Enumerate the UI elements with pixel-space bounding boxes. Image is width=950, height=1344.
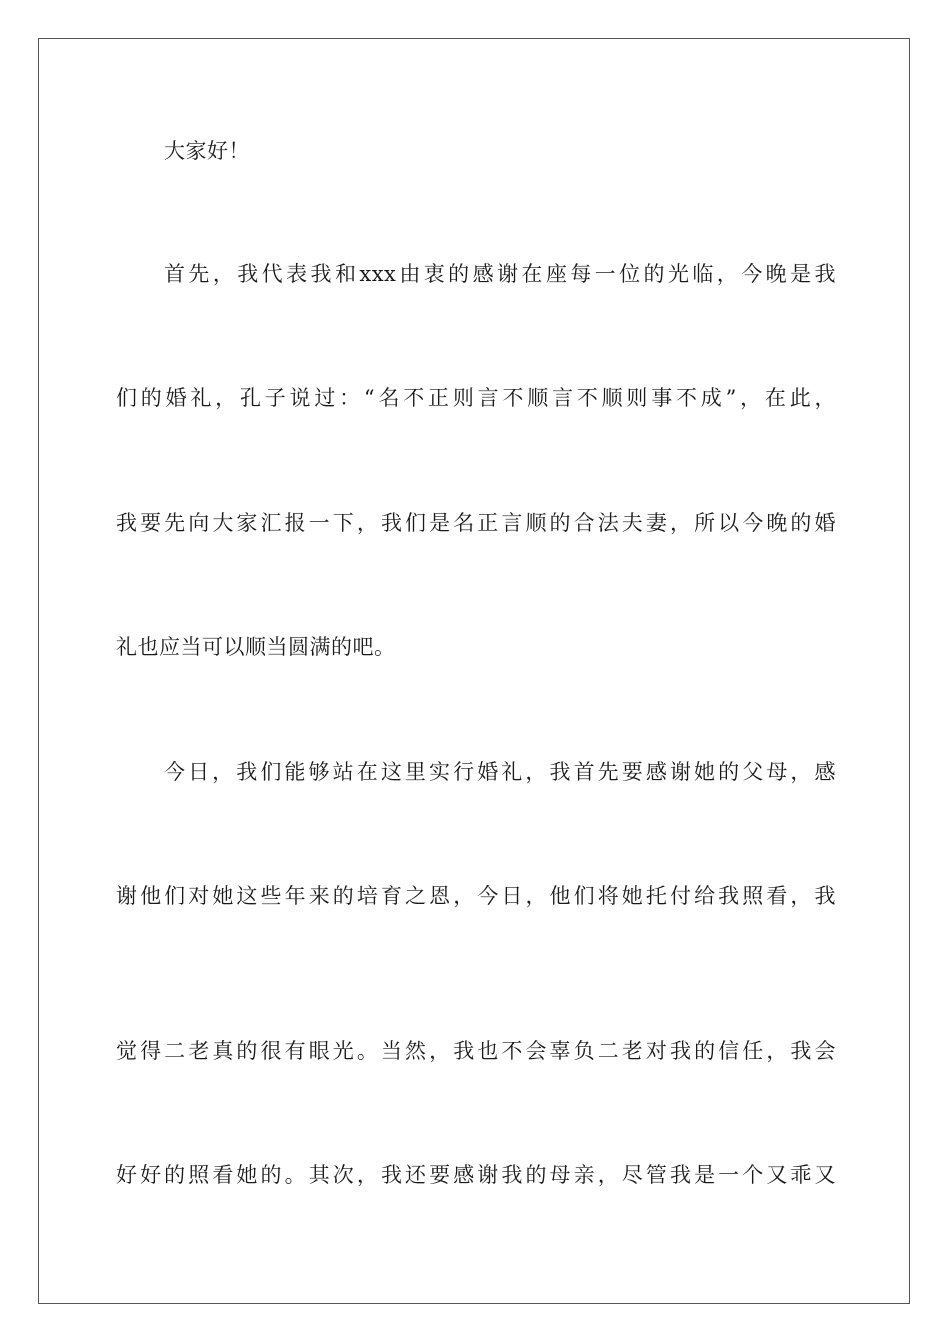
- text-line: 今日，我们能够站在这里实行婚礼，我首先要感谢她的父母，感: [164, 760, 836, 784]
- text-line-greeting: 大家好！: [164, 139, 250, 163]
- text-line: 首先，我代表我和xxx由衷的感谢在座每一位的光临，今晚是我: [164, 262, 836, 286]
- text-line: 好好的照看她的。其次，我还要感谢我的母亲，尽管我是一个又乖又: [116, 1163, 836, 1187]
- text-line: 觉得二老真的很有眼光。当然，我也不会辜负二老对我的信任，我会: [116, 1039, 836, 1063]
- text-line: 们的婚礼，孔子说过：“名不正则言不顺言不顺则事不成”，在此，: [116, 386, 836, 410]
- text-line: 礼也应当可以顺当圆满的吧。: [116, 635, 396, 659]
- text-line: 我要先向大家汇报一下，我们是名正言顺的合法夫妻，所以今晚的婚: [116, 511, 836, 535]
- text-line: 谢他们对她这些年来的培育之恩，今日，他们将她托付给我照看，我: [116, 884, 836, 908]
- page-border: [38, 38, 910, 1304]
